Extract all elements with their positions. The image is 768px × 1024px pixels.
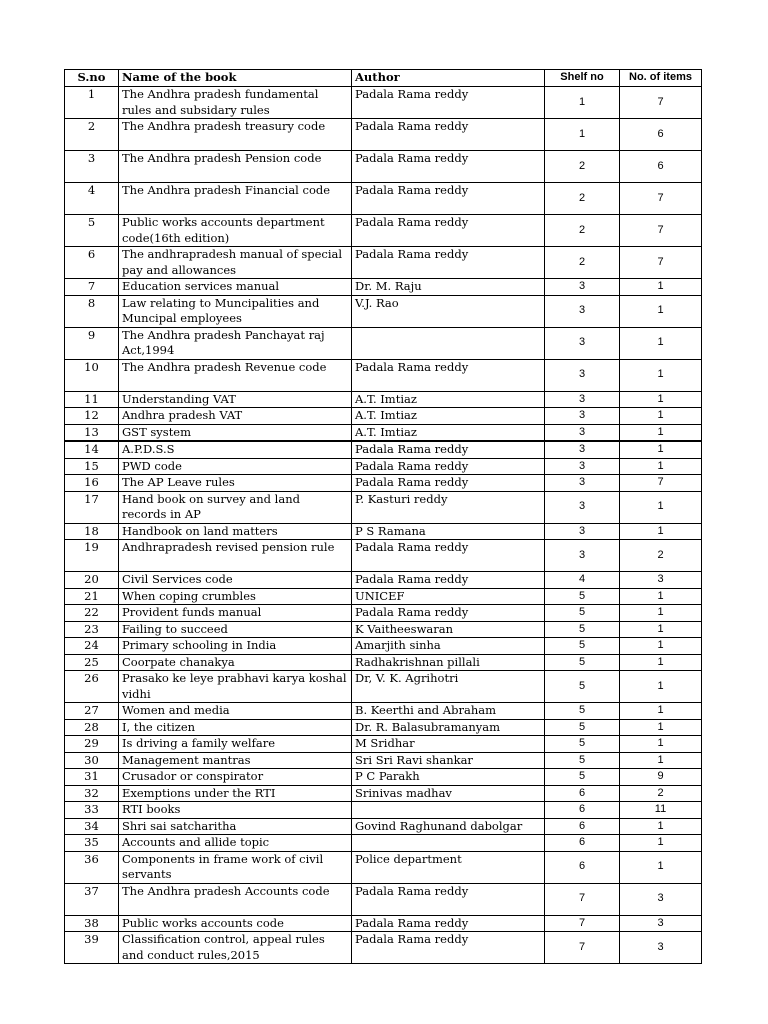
table-row [65, 915, 702, 932]
cell-shelf: 4 [545, 572, 620, 589]
cell-sno: 37 [65, 883, 119, 915]
cell-items: 1 [620, 851, 702, 883]
cell-author: Govind Raghunand dabolgar [352, 818, 545, 835]
cell-sno: 28 [65, 719, 119, 736]
cell-items: 1 [620, 703, 702, 720]
cell-items: 1 [620, 391, 702, 408]
cell-sno: 17 [65, 491, 119, 523]
table-row [65, 119, 702, 151]
cell-shelf: 1 [545, 87, 620, 119]
table-row [65, 605, 702, 622]
cell-shelf: 3 [545, 391, 620, 408]
header-book-name: Name of the book [119, 70, 352, 87]
cell-shelf: 6 [545, 835, 620, 852]
cell-sno: 3 [65, 151, 119, 183]
cell-shelf: 3 [545, 475, 620, 492]
cell-sno: 19 [65, 540, 119, 572]
header-no-of-items: No. of items [620, 70, 702, 87]
header-sno: S.no [65, 70, 119, 87]
cell-sno: 12 [65, 408, 119, 425]
book-inventory-table [64, 69, 702, 964]
cell-items: 3 [620, 883, 702, 915]
cell-name: When coping crumbles [119, 588, 352, 605]
cell-name: The andhrapradesh manual of special pay and allowances [119, 247, 352, 279]
cell-sno: 10 [65, 359, 119, 391]
cell-name: Is driving a family welfare [119, 736, 352, 753]
table-row [65, 523, 702, 540]
cell-author: Padala Rama reddy [352, 183, 545, 215]
cell-items: 6 [620, 151, 702, 183]
cell-sno: 2 [65, 119, 119, 151]
cell-sno: 14 [65, 441, 119, 458]
cell-shelf: 2 [545, 247, 620, 279]
table-row [65, 851, 702, 883]
cell-author: Dr. R. Balasubramanyam [352, 719, 545, 736]
cell-shelf: 2 [545, 151, 620, 183]
cell-name: Understanding VAT [119, 391, 352, 408]
table-row [65, 835, 702, 852]
cell-name: The Andhra pradesh Pension code [119, 151, 352, 183]
cell-items: 2 [620, 785, 702, 802]
cell-items: 1 [620, 818, 702, 835]
cell-sno: 29 [65, 736, 119, 753]
cell-author [352, 835, 545, 852]
cell-shelf: 5 [545, 703, 620, 720]
cell-items: 6 [620, 119, 702, 151]
cell-author: Padala Rama reddy [352, 540, 545, 572]
cell-name: Prasako ke leye prabhavi karya koshal vidhi [119, 671, 352, 703]
cell-author: Padala Rama reddy [352, 441, 545, 458]
cell-name: The Andhra pradesh Accounts code [119, 883, 352, 915]
cell-author: K Vaitheeswaran [352, 621, 545, 638]
cell-shelf: 3 [545, 491, 620, 523]
cell-items: 7 [620, 475, 702, 492]
cell-shelf: 7 [545, 915, 620, 932]
cell-sno: 32 [65, 785, 119, 802]
cell-sno: 25 [65, 654, 119, 671]
table-row [65, 540, 702, 572]
cell-name: Coorpate chanakya [119, 654, 352, 671]
cell-shelf: 3 [545, 458, 620, 475]
table-row [65, 491, 702, 523]
cell-shelf: 3 [545, 359, 620, 391]
cell-items: 1 [620, 621, 702, 638]
cell-name: RTI books [119, 802, 352, 819]
table-row [65, 588, 702, 605]
cell-author: Padala Rama reddy [352, 915, 545, 932]
table-row [65, 424, 702, 441]
table-row [65, 736, 702, 753]
cell-sno: 39 [65, 932, 119, 964]
cell-items: 1 [620, 719, 702, 736]
table-row [65, 359, 702, 391]
cell-author: Padala Rama reddy [352, 605, 545, 622]
cell-name: The AP Leave rules [119, 475, 352, 492]
cell-author: Sri Sri Ravi shankar [352, 752, 545, 769]
table-row [65, 719, 702, 736]
cell-author: Padala Rama reddy [352, 247, 545, 279]
cell-name: I, the citizen [119, 719, 352, 736]
table-header-row [65, 70, 702, 87]
cell-author: Dr. M. Raju [352, 279, 545, 296]
cell-sno: 4 [65, 183, 119, 215]
cell-items: 1 [620, 327, 702, 359]
cell-sno: 16 [65, 475, 119, 492]
cell-items: 11 [620, 802, 702, 819]
table-row [65, 295, 702, 327]
table-row [65, 391, 702, 408]
cell-sno: 36 [65, 851, 119, 883]
cell-items: 1 [620, 654, 702, 671]
cell-shelf: 5 [545, 654, 620, 671]
cell-sno: 35 [65, 835, 119, 852]
cell-author: Padala Rama reddy [352, 87, 545, 119]
cell-author: Padala Rama reddy [352, 883, 545, 915]
cell-shelf: 3 [545, 327, 620, 359]
cell-sno: 5 [65, 215, 119, 247]
cell-sno: 21 [65, 588, 119, 605]
cell-sno: 13 [65, 424, 119, 441]
cell-sno: 8 [65, 295, 119, 327]
cell-name: Classification control, appeal rules and conduct rules,2015 [119, 932, 352, 964]
cell-items: 3 [620, 572, 702, 589]
cell-author: P. Kasturi reddy [352, 491, 545, 523]
cell-name: Components in frame work of civil servants [119, 851, 352, 883]
table-row [65, 247, 702, 279]
cell-sno: 38 [65, 915, 119, 932]
table-row [65, 279, 702, 296]
cell-shelf: 1 [545, 119, 620, 151]
cell-shelf: 6 [545, 802, 620, 819]
cell-sno: 6 [65, 247, 119, 279]
cell-shelf: 5 [545, 588, 620, 605]
cell-author: Padala Rama reddy [352, 572, 545, 589]
cell-name: The Andhra pradesh Panchayat raj Act,1994 [119, 327, 352, 359]
cell-author: A.T. Imtiaz [352, 391, 545, 408]
cell-name: Handbook on land matters [119, 523, 352, 540]
cell-sno: 23 [65, 621, 119, 638]
cell-shelf: 5 [545, 752, 620, 769]
cell-name: Civil Services code [119, 572, 352, 589]
cell-shelf: 7 [545, 932, 620, 964]
table-row [65, 441, 702, 458]
cell-sno: 1 [65, 87, 119, 119]
cell-sno: 11 [65, 391, 119, 408]
cell-items: 1 [620, 638, 702, 655]
cell-name: Provident funds manual [119, 605, 352, 622]
cell-author: B. Keerthi and Abraham [352, 703, 545, 720]
table-row [65, 785, 702, 802]
cell-name: Andhrapradesh revised pension rule [119, 540, 352, 572]
cell-sno: 34 [65, 818, 119, 835]
cell-shelf: 2 [545, 183, 620, 215]
cell-shelf: 3 [545, 540, 620, 572]
table-row [65, 769, 702, 786]
cell-items: 1 [620, 359, 702, 391]
cell-items: 1 [620, 605, 702, 622]
table-row [65, 802, 702, 819]
cell-items: 7 [620, 183, 702, 215]
cell-author: UNICEF [352, 588, 545, 605]
cell-name: Women and media [119, 703, 352, 720]
cell-name: GST system [119, 424, 352, 441]
cell-shelf: 5 [545, 638, 620, 655]
cell-items: 1 [620, 458, 702, 475]
cell-sno: 15 [65, 458, 119, 475]
cell-shelf: 2 [545, 215, 620, 247]
cell-author: Radhakrishnan pillali [352, 654, 545, 671]
cell-shelf: 3 [545, 424, 620, 441]
cell-name: Law relating to Muncipalities and Muncipal employees [119, 295, 352, 327]
cell-sno: 24 [65, 638, 119, 655]
table-row [65, 215, 702, 247]
cell-name: Management mantras [119, 752, 352, 769]
cell-items: 1 [620, 441, 702, 458]
cell-author: Police department [352, 851, 545, 883]
cell-shelf: 6 [545, 785, 620, 802]
cell-shelf: 5 [545, 605, 620, 622]
table-row [65, 408, 702, 425]
cell-items: 1 [620, 408, 702, 425]
cell-author: Padala Rama reddy [352, 359, 545, 391]
cell-items: 1 [620, 279, 702, 296]
cell-shelf: 3 [545, 441, 620, 458]
cell-sno: 9 [65, 327, 119, 359]
table-body [65, 87, 702, 964]
table-row [65, 572, 702, 589]
cell-items: 2 [620, 540, 702, 572]
cell-items: 7 [620, 215, 702, 247]
table-row [65, 671, 702, 703]
cell-items: 1 [620, 295, 702, 327]
table-row [65, 87, 702, 119]
cell-items: 1 [620, 835, 702, 852]
table-row [65, 932, 702, 964]
cell-author: Srinivas madhav [352, 785, 545, 802]
cell-name: Education services manual [119, 279, 352, 296]
cell-author: A.T. Imtiaz [352, 424, 545, 441]
table-row [65, 151, 702, 183]
cell-author: Dr, V. K. Agrihotri [352, 671, 545, 703]
cell-author: P C Parakh [352, 769, 545, 786]
cell-sno: 26 [65, 671, 119, 703]
cell-shelf: 7 [545, 883, 620, 915]
header-shelf-no: Shelf no [545, 70, 620, 87]
cell-author [352, 327, 545, 359]
table-row [65, 883, 702, 915]
cell-author: Padala Rama reddy [352, 932, 545, 964]
cell-shelf: 6 [545, 851, 620, 883]
table-row [65, 183, 702, 215]
cell-shelf: 5 [545, 621, 620, 638]
cell-author: V.J. Rao [352, 295, 545, 327]
cell-items: 1 [620, 752, 702, 769]
cell-items: 1 [620, 424, 702, 441]
cell-items: 3 [620, 932, 702, 964]
cell-sno: 27 [65, 703, 119, 720]
cell-shelf: 3 [545, 279, 620, 296]
table-row [65, 638, 702, 655]
cell-name: The Andhra pradesh Revenue code [119, 359, 352, 391]
cell-items: 3 [620, 915, 702, 932]
cell-author: Padala Rama reddy [352, 151, 545, 183]
cell-name: The Andhra pradesh Financial code [119, 183, 352, 215]
cell-name: Failing to succeed [119, 621, 352, 638]
cell-author: A.T. Imtiaz [352, 408, 545, 425]
cell-name: Shri sai satcharitha [119, 818, 352, 835]
cell-sno: 20 [65, 572, 119, 589]
cell-items: 1 [620, 736, 702, 753]
cell-shelf: 3 [545, 523, 620, 540]
cell-name: Accounts and allide topic [119, 835, 352, 852]
cell-shelf: 3 [545, 408, 620, 425]
cell-name: Public works accounts department code(16th edition) [119, 215, 352, 247]
cell-author: P S Ramana [352, 523, 545, 540]
cell-items: 1 [620, 588, 702, 605]
cell-author: Padala Rama reddy [352, 119, 545, 151]
table-row [65, 458, 702, 475]
cell-author: Padala Rama reddy [352, 475, 545, 492]
cell-shelf: 6 [545, 818, 620, 835]
table-row [65, 621, 702, 638]
header-author: Author [352, 70, 545, 87]
cell-shelf: 5 [545, 736, 620, 753]
cell-items: 1 [620, 491, 702, 523]
cell-shelf: 5 [545, 769, 620, 786]
cell-name: The Andhra pradesh treasury code [119, 119, 352, 151]
cell-sno: 7 [65, 279, 119, 296]
cell-name: Primary schooling in India [119, 638, 352, 655]
cell-name: Public works accounts code [119, 915, 352, 932]
table-row [65, 654, 702, 671]
cell-name: Hand book on survey and land records in AP [119, 491, 352, 523]
cell-name: The Andhra pradesh fundamental rules and subsidary rules [119, 87, 352, 119]
cell-shelf: 3 [545, 295, 620, 327]
cell-shelf: 5 [545, 719, 620, 736]
cell-sno: 31 [65, 769, 119, 786]
table-row [65, 752, 702, 769]
cell-name: PWD code [119, 458, 352, 475]
cell-author: Padala Rama reddy [352, 215, 545, 247]
cell-name: Exemptions under the RTI [119, 785, 352, 802]
cell-sno: 22 [65, 605, 119, 622]
table-row [65, 475, 702, 492]
cell-items: 9 [620, 769, 702, 786]
cell-sno: 30 [65, 752, 119, 769]
cell-name: A.P.D.S.S [119, 441, 352, 458]
cell-sno: 18 [65, 523, 119, 540]
cell-items: 1 [620, 671, 702, 703]
cell-author [352, 802, 545, 819]
cell-sno: 33 [65, 802, 119, 819]
cell-name: Crusador or conspirator [119, 769, 352, 786]
table-row [65, 818, 702, 835]
cell-items: 1 [620, 523, 702, 540]
cell-author: Amarjith sinha [352, 638, 545, 655]
cell-author: Padala Rama reddy [352, 458, 545, 475]
table-row [65, 703, 702, 720]
cell-items: 7 [620, 87, 702, 119]
table-row [65, 327, 702, 359]
cell-items: 7 [620, 247, 702, 279]
cell-author: M Sridhar [352, 736, 545, 753]
cell-name: Andhra pradesh VAT [119, 408, 352, 425]
cell-shelf: 5 [545, 671, 620, 703]
